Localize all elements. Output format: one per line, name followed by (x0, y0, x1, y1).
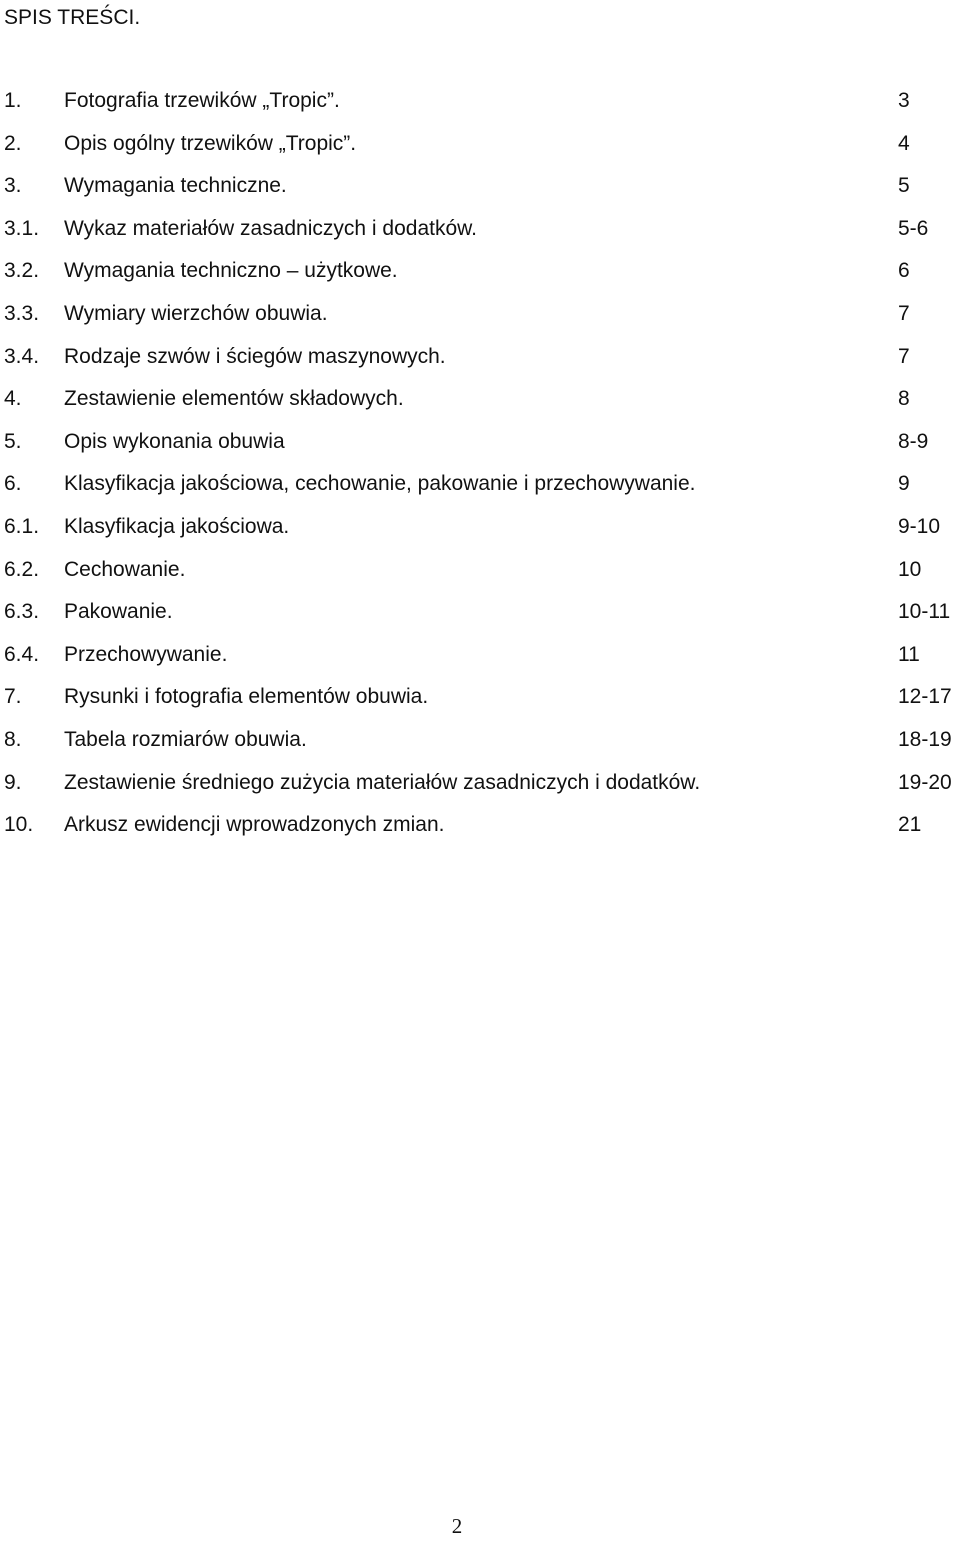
toc-entry-number: 3.2. (4, 259, 40, 283)
toc-entry-number: 6.4. (4, 642, 40, 666)
toc-entry-number: 5. (4, 429, 22, 453)
toc-entry-number: 4. (4, 387, 22, 411)
toc-entry[interactable] (4, 300, 960, 343)
toc-entry-page: 21 (898, 813, 922, 837)
toc-entry-page: 8 (898, 387, 910, 411)
toc-entry-title: Wymagania techniczne. (64, 174, 287, 198)
toc-entry-number: 6. (4, 472, 22, 496)
toc-entry-page: 5-6 (898, 216, 929, 240)
toc-entry-title: Rodzaje szwów i ściegów maszynowych. (64, 344, 446, 368)
toc-entry-page: 5 (898, 174, 910, 198)
toc-entry-title: Wymiary wierzchów obuwia. (64, 301, 328, 325)
toc-entry-title: Wykaz materiałów zasadniczych i dodatków. (64, 216, 477, 240)
toc-entry-title: Wymagania techniczno – użytkowe. (64, 259, 398, 283)
toc-entry-number: 10. (4, 813, 34, 837)
toc-entry-page: 12-17 (898, 685, 952, 709)
toc-entry-title: Tabela rozmiarów obuwia. (64, 727, 307, 751)
toc-entry-page: 10 (898, 557, 922, 581)
toc-entry[interactable] (4, 726, 960, 769)
toc-entry-number: 2. (4, 131, 22, 155)
toc-entry-page: 9 (898, 472, 910, 496)
toc-entry-number: 9. (4, 770, 22, 794)
toc-entry[interactable] (4, 513, 960, 556)
toc-entry[interactable] (4, 385, 960, 428)
toc-entry-page: 7 (898, 344, 910, 368)
toc-entry-title: Pakowanie. (64, 600, 173, 624)
toc-entry-title: Zestawienie elementów składowych. (64, 387, 404, 411)
toc-entry-number: 1. (4, 89, 22, 112)
toc-entry-title: Klasyfikacja jakościowa, cechowanie, pakowanie i przechowywanie. (64, 472, 696, 496)
toc-entry-page: 9-10 (898, 514, 941, 538)
toc-entry[interactable] (4, 769, 960, 812)
toc-entry-number: 7. (4, 685, 22, 709)
toc-entry-page: 19-20 (898, 770, 952, 794)
toc-entry-number: 3.1. (4, 216, 40, 240)
toc-entry-page: 6 (898, 259, 910, 283)
toc-entry[interactable] (4, 811, 960, 854)
toc-entry-title: Przechowywanie. (64, 642, 228, 666)
toc-entry[interactable] (4, 683, 960, 726)
toc-entry[interactable] (4, 556, 960, 599)
toc-entry-number: 6.3. (4, 600, 40, 624)
toc-entry[interactable] (4, 172, 960, 215)
toc-entry-title: Fotografia trzewików „Tropic”. (64, 89, 340, 112)
toc-entry-title: Opis ogólny trzewików „Tropic”. (64, 131, 357, 155)
toc-entry-title: Rysunki i fotografia elementów obuwia. (64, 685, 429, 709)
toc-entry-title: Klasyfikacja jakościowa. (64, 514, 290, 538)
toc-entry[interactable] (4, 87, 960, 130)
toc-entry-page: 11 (898, 642, 920, 666)
toc-entry[interactable] (4, 130, 960, 173)
page-number: 2 (451, 1514, 463, 1538)
table-of-contents (4, 87, 960, 854)
toc-entry-page: 4 (898, 131, 910, 155)
toc-entry-number: 6.2. (4, 557, 40, 581)
toc-entry-page: 18-19 (898, 727, 952, 751)
toc-entry[interactable] (4, 598, 960, 641)
toc-entry-number: 3. (4, 174, 22, 198)
toc-entry-number: 6.1. (4, 514, 40, 538)
toc-entry-page: 10-11 (898, 600, 951, 624)
toc-entry-page: 8-9 (898, 429, 929, 453)
toc-entry-title: Arkusz ewidencji wprowadzonych zmian. (64, 813, 445, 837)
toc-entry[interactable] (4, 215, 960, 258)
toc-entry-page: 7 (898, 301, 910, 325)
toc-entry-number: 3.3. (4, 301, 40, 325)
toc-entry[interactable] (4, 343, 960, 386)
toc-entry[interactable] (4, 641, 960, 684)
toc-entry-title: Zestawienie średniego zużycia materiałów zasadniczych i dodatków. (64, 770, 701, 794)
toc-entry[interactable] (4, 470, 960, 513)
toc-entry[interactable] (4, 428, 960, 471)
document-heading: SPIS TREŚCI. (4, 6, 141, 29)
toc-entry-page: 3 (898, 89, 910, 112)
toc-entry[interactable] (4, 257, 960, 300)
toc-entry-title: Opis wykonania obuwia (64, 429, 285, 453)
toc-entry-number: 8. (4, 727, 22, 751)
toc-entry-title: Cechowanie. (64, 557, 186, 581)
toc-entry-number: 3.4. (4, 344, 40, 368)
